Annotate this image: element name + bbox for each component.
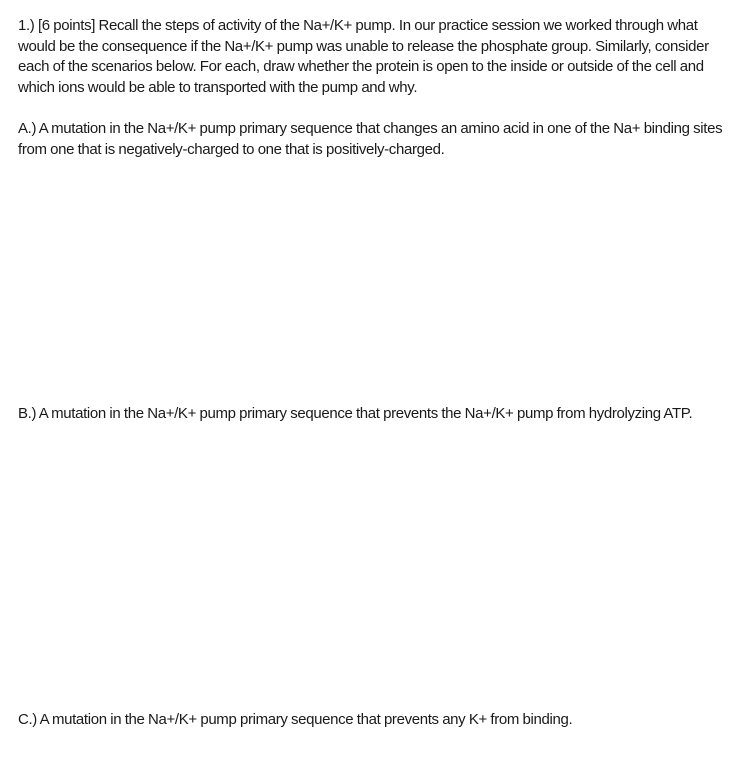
- scenario-c: C.) A mutation in the Na+/K+ pump primary sequence that prevents any K+ from binding.: [18, 711, 573, 728]
- scenario-b: B.) A mutation in the Na+/K+ pump primary sequence that prevents the Na+/K+ pump from hydrolyzing ATP.: [18, 405, 693, 422]
- scenario-a: A.) A mutation in the Na+/K+ pump primary sequence that changes an amino acid in one of the Na+ binding sites from one that is negatively-charged to one that is positively-charged.: [18, 120, 723, 158]
- question-intro: 1.) [6 points] Recall the steps of activity of the Na+/K+ pump. In our practice session we worked through what would be the consequence if the Na+/K+ pump was unable to release the phosphate group. Similarly, consider each of the scenarios below. For each, draw whether the protein is open to the inside or outside of the cell and which ions would be able to transported with the pump and why.: [18, 17, 709, 96]
